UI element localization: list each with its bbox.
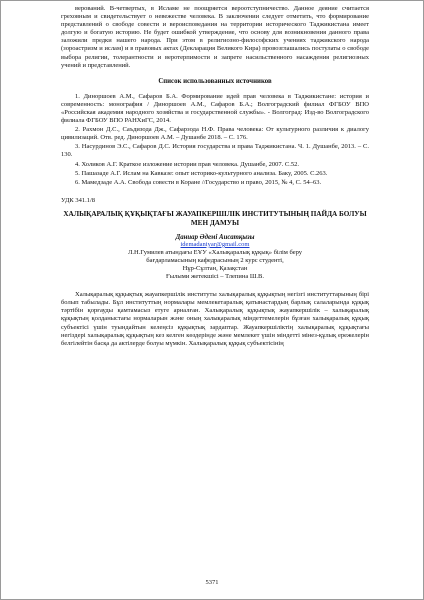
affiliation-line: Ғылыми жетекшісі – Тлепина Ш.В. (166, 273, 264, 281)
udk-code: УДК 341.1/8 (61, 196, 96, 204)
reference-item: 1. Диноршоев А.М., Сафаров Б.А. Формирование идей прав человека в Таджикистане: история и современность: монография / Диноршоев А.М., Сафаров Б.А.; Волгоградский филиал ФГБОУ ВПО «Российская академия народного хозяйства и государственной службы». - Волгоград: Изд-во Волгоградского филиала ФГБОУ ВПО РАНХиГС, 2014. (61, 92, 369, 125)
article-title: ХАЛЫҚАРАЛЫҚ ҚҰҚЫҚТАҒЫ ЖАУАПКЕРШІЛІК ИНСТИТУТЫНЫҢ ПАЙДА БОЛУЫ МЕН ДАМУЫ (63, 209, 367, 227)
reference-item: 2. Рахмон Д.С., Саъдизода Дж., Сафарзода Н.Ф. Права человека: От культурного различия к диалогу цивилизаций. Отв. ред. Диноршоев А.М. – Душанбе 2018. – С. 176. (61, 126, 369, 142)
affiliation-line: Л.Н.Гумилев атындағы ЕҰУ «Халықаралық құқық» білім беру (127, 248, 303, 256)
author-email-link[interactable]: idemadaniyar@gmail.com (180, 240, 250, 248)
reference-item: 5. Пашазаде А.Г. Ислам на Кавказе: опыт историко-культурного анализа. Баку, 2005. С.263. (75, 169, 328, 177)
reference-item: 3. Насурдинов Э.С., Сафаров Д.С. История государства и права Таджикистана. Ч. 1. Душанбе, 2013. – С. 130. (61, 143, 369, 159)
reference-item: 4. Холиков А.Г. Краткое изложение истории прав человека. Душанбе, 2007. С.52. (75, 160, 299, 168)
affiliation-line: Нұр-Сұлтан, Қазақстан (182, 264, 248, 272)
article-author: Даниар Әдемі Аисатқызы (175, 233, 255, 241)
affiliation-line: бағдарламасының кафедрасының 2 курс студенті, (146, 256, 284, 264)
page-number: 5371 (205, 579, 219, 586)
article-body-paragraph: Халықаралық құқықтық жауапкершілік институты халықаралық құқықтың негізгі институттарының бірі болып табылады. Бұл институттың нормалары мемлекетаралық қатынастардың барлық салаларында құқық тәртібін қорғауды қамтамасыз етуге арналған. Халықаралық құқықтық жауапкершілік – халықаралық құқықтың қолданыстағы нормаларын және оның халықаралық міндеттемелерін бұзған халықаралық құқық субъектісі үшін туындайтын келеңсіз құқықтық зардаптар. Жауапкершіліктің халықаралық құқықтағы негіздері халықаралық құқықтың кез келген көздерінде және мемлекет үшін міндетті мінез-құлық ережелерін белгілейтін басқа да актілерде болуы мүмкін. Халықаралық құқық субъектісінің (61, 291, 369, 347)
page-content (61, 5, 369, 348)
references-title: Список использованных источников (158, 77, 272, 85)
references-list (61, 93, 369, 187)
reference-item: 6. Мамедзаде А.А. Свобода совести в Коране //Государство и право, 2015, № 4, С. 54–63. (75, 178, 322, 186)
intro-paragraph: верований. В-четвертых, в Исламе не поощряется вероотступничество. Данное деяние считается греховным и свидетельствует о невежестве человека. В заключении следует отметить, что формирование представлений о свободе совести и вероисповедания на территории исторического Таджикистана имеет долгую и богатую историю. Не будет ошибкой утверждение, что основу для возникновения данного права заложили предки нашего народа. При этом в религиозно-философских учениях таджикского народа (зороастризм и ислам) и в правовых актах (Декларация Великого Кира) провозглашались постулаты о свободе выбора религии, толерантности и веротерпимости и запрете насильственного насаждения религиозных учений и представлений. (61, 5, 369, 69)
author-affiliation (61, 249, 369, 281)
